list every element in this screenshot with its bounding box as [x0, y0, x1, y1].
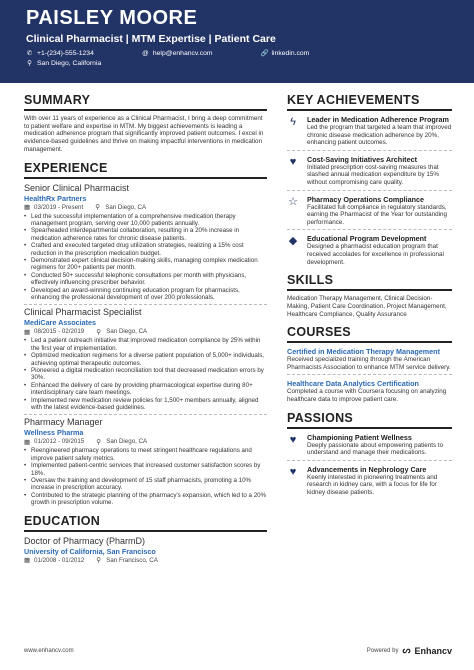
star-icon: ☆ — [288, 195, 298, 208]
right-column — [287, 92, 452, 500]
education-meta — [24, 557, 267, 565]
job-location: San Diego, CA — [106, 438, 148, 446]
skills-heading: SKILLS — [287, 272, 452, 291]
degree-title: Doctor of Pharmacy (PharmD) — [24, 535, 146, 546]
job-location: San Diego, CA — [106, 328, 148, 336]
divider — [287, 374, 452, 375]
phone-contact — [26, 49, 94, 58]
divider — [287, 190, 452, 191]
job-dates: 08/2015 - 02/2019 — [34, 328, 85, 336]
achievement-item — [287, 115, 452, 147]
bullet-item: • Led the successful implementation of a comprehensive medication therapy management program, serving over 10,000 patients annually. — [24, 213, 267, 228]
company-name: Wellness Pharma — [24, 428, 84, 438]
linkedin-contact[interactable] — [261, 49, 310, 58]
job-meta — [24, 204, 267, 212]
education-location: San Francisco, CA — [106, 556, 158, 564]
job-location: San Diego, CA — [105, 203, 147, 211]
enhancv-logo-icon: ᔕ — [402, 645, 411, 655]
email-text: help@enhancv.com — [152, 50, 213, 57]
course-item — [287, 379, 452, 403]
bullet-item: • Conducted 50+ successful telephonic consultations per month with physicians, effectively influencing prescriber behavior. — [24, 272, 267, 287]
candidate-name: PAISLEY MOORE — [26, 7, 198, 29]
school-name: University of California, San Francisco — [24, 546, 156, 556]
summary-text: With over 11 years of experience as a Clinical Pharmacist, I bring a deep commitment to patient welfare and expertise in MTM. My biggest achievements is leading a medication adherence program that significantly improved patient outcomes. I excel in evidence-based guidelines and thrive on making impactful interventions in medication management. — [24, 115, 264, 153]
phone-text: +1-(234)-555-1234 — [37, 50, 94, 57]
bullet-item: • Implemented new medication review policies for 1,500+ members annually, aligned with the latest evidence-based guidelines. — [24, 397, 267, 412]
bullet-item: • Enhanced the delivery of care by providing pharmacological expertise during 80+ interdisciplinary care team meetings. — [24, 382, 267, 397]
job-title: Senior Clinical Pharmacist — [24, 182, 130, 193]
job-bullets — [24, 337, 267, 411]
link-icon: 🔗 — [260, 50, 269, 57]
course-title: Healthcare Data Analytics Certification — [287, 379, 419, 389]
company-name: HealthRx Partners — [24, 193, 87, 203]
education-heading: EDUCATION — [24, 513, 267, 532]
location-pin-icon: ⚲ — [27, 60, 32, 67]
course-item — [287, 347, 452, 371]
left-column — [24, 92, 267, 565]
job-bullets — [24, 447, 267, 506]
bullet-item: • Reengineered pharmacy operations to meet stringent healthcare regulations and improve patient safety metrics. — [24, 447, 267, 462]
resume-header — [0, 0, 474, 83]
course-title: Certified in Medication Therapy Management — [287, 347, 440, 357]
diamond-icon: ◆ — [288, 235, 298, 248]
page-footer — [24, 645, 452, 656]
passion-desc: Deeply passionate about empowering patients to understand and manage their medications. — [307, 441, 444, 457]
divider — [287, 229, 452, 230]
job-dates: 03/2019 - Present — [34, 203, 84, 211]
location-pin-icon: ⚲ — [95, 204, 100, 212]
bullet-item: • Developed an award-winning continuing education program for pharmacists, enhancing the professional development of over 200 professionals. — [24, 287, 267, 302]
divider — [287, 150, 452, 151]
achievement-title: Pharmacy Operations Compliance — [307, 194, 425, 204]
job-title: Clinical Pharmacist Specialist — [24, 307, 142, 318]
bullet-item: • Implemented patient-centric services that increased customer satisfaction scores by 18%. — [24, 462, 267, 477]
achievement-item — [287, 195, 452, 227]
achievement-title: Educational Program Development — [307, 234, 427, 244]
bullet-item: • Crafted and executed targeted drug utilization strategies, realizing a 15% cost reduction in the prescription medication budget. — [24, 242, 267, 257]
heart-icon: ♥ — [289, 465, 297, 478]
passion-item — [287, 433, 452, 457]
job-bullets — [24, 213, 267, 302]
passions-heading: PASSIONS — [287, 410, 452, 429]
calendar-icon: ▦ — [24, 204, 31, 212]
skills-text: Medication Therapy Management, Clinical Decision-Making, Patient Care Coordination, Project Management, Healthcare Compliance, Quality Assurance — [287, 295, 447, 318]
heart-icon: ♥ — [289, 433, 297, 446]
achievement-title: Cost-Saving Initiatives Architect — [307, 154, 417, 164]
education-dates: 01/2008 - 01/2012 — [34, 556, 85, 564]
summary-heading: SUMMARY — [24, 92, 267, 111]
phone-icon: ✆ — [26, 50, 33, 57]
location-text: San Diego, California — [37, 60, 102, 67]
contact-row — [26, 49, 448, 58]
bullet-item: • Spearheaded interdepartmental collaboration, resulting in a 20% increase in medication adherence rates for chronic disease patients. — [24, 227, 267, 242]
course-desc: Received specialized training through the American Pharmacists Association to enhance MTM service delivery. — [287, 356, 451, 371]
achievement-title: Leader in Medication Adherence Program — [307, 115, 449, 124]
location-pin-icon: ⚲ — [96, 328, 101, 336]
passion-title: Championing Patient Wellness — [307, 432, 412, 442]
bullet-item: • Led a patient outreach initiative that improved medication compliance by 25% within the first year of implementation. — [24, 337, 267, 352]
brand-name: Enhancv — [414, 645, 452, 656]
company-name: MediCare Associates — [24, 318, 97, 328]
passion-desc: Keenly interested in pioneering treatments and research in kidney care, with a focus for life for kidney disease patients. — [307, 473, 438, 496]
bullet-item: • Demonstrated expert clinical decision-making skills, managing complex medication regimens for 200+ patients per month. — [24, 257, 267, 272]
achievement-item — [287, 234, 452, 266]
achievement-item — [287, 155, 452, 187]
calendar-icon: ▦ — [24, 557, 31, 565]
job-entry — [24, 183, 267, 302]
passion-title: Advancements in Nephrology Care — [307, 464, 427, 474]
divider — [287, 460, 452, 461]
achievements-heading: KEY ACHIEVEMENTS — [287, 92, 452, 111]
at-icon: @ — [142, 50, 149, 57]
bullet-item: • Contributed to the strategic planning of the pharmacy's expansion, which led to a 20% growth in prescription volume. — [24, 492, 267, 507]
bullet-item: • Optimized medication regimens for a diverse patient population of 5,000+ individuals, achieving optimal therapeutic outcomes. — [24, 352, 267, 367]
linkedin-text: linkedin.com — [271, 50, 310, 57]
footer-brand — [367, 645, 452, 656]
job-dates: 01/2012 - 09/2015 — [34, 438, 85, 446]
bullet-item: • Pioneered a digital medication reconciliation tool that decreased medication errors by 30%. — [24, 367, 267, 382]
achievement-desc: Designed a pharmacist education program that received accolades for excellence in professional development. — [307, 243, 444, 266]
calendar-icon: ▦ — [24, 438, 31, 446]
powered-by-text: Powered by — [366, 647, 399, 654]
divider — [24, 414, 267, 415]
calendar-icon: ▦ — [24, 328, 31, 336]
bullet-item: • Oversaw the training and development of 15 staff pharmacists, promoting a 10% increase in prescription accuracy. — [24, 477, 267, 492]
passion-item — [287, 465, 452, 497]
lightning-icon: ϟ — [290, 116, 296, 128]
course-desc: Completed a course with Coursera focusing on analyzing healthcare data to improve patient care. — [287, 388, 447, 404]
job-title: Pharmacy Manager — [24, 417, 103, 428]
location-pin-icon: ⚲ — [96, 557, 101, 565]
job-entry — [24, 307, 267, 411]
divider — [24, 304, 267, 305]
location-pin-icon: ⚲ — [96, 438, 101, 446]
achievement-desc: Facilitated full compliance in regulatory standards, earning the Pharmacist of the Year for outstanding performance. — [307, 203, 448, 226]
courses-heading: COURSES — [287, 324, 452, 343]
candidate-title: Clinical Pharmacist | MTM Expertise | Patient Care — [26, 33, 276, 45]
job-meta — [24, 438, 267, 446]
job-entry — [24, 417, 267, 506]
achievement-desc: Initiated prescription cost-saving measures that slashed annual medication expenditure by 15% without compromising care quality. — [307, 163, 439, 186]
footer-website[interactable]: www.enhancv.com — [24, 647, 74, 654]
achievement-desc: Led the program that targeted a team that improved chronic disease medication adherence by 20%, enhancing patient outcomes. — [307, 124, 452, 147]
location-contact — [26, 60, 448, 67]
heart-icon: ♥ — [289, 155, 297, 168]
experience-heading: EXPERIENCE — [24, 160, 267, 179]
email-contact[interactable] — [142, 49, 213, 58]
job-meta — [24, 328, 267, 336]
